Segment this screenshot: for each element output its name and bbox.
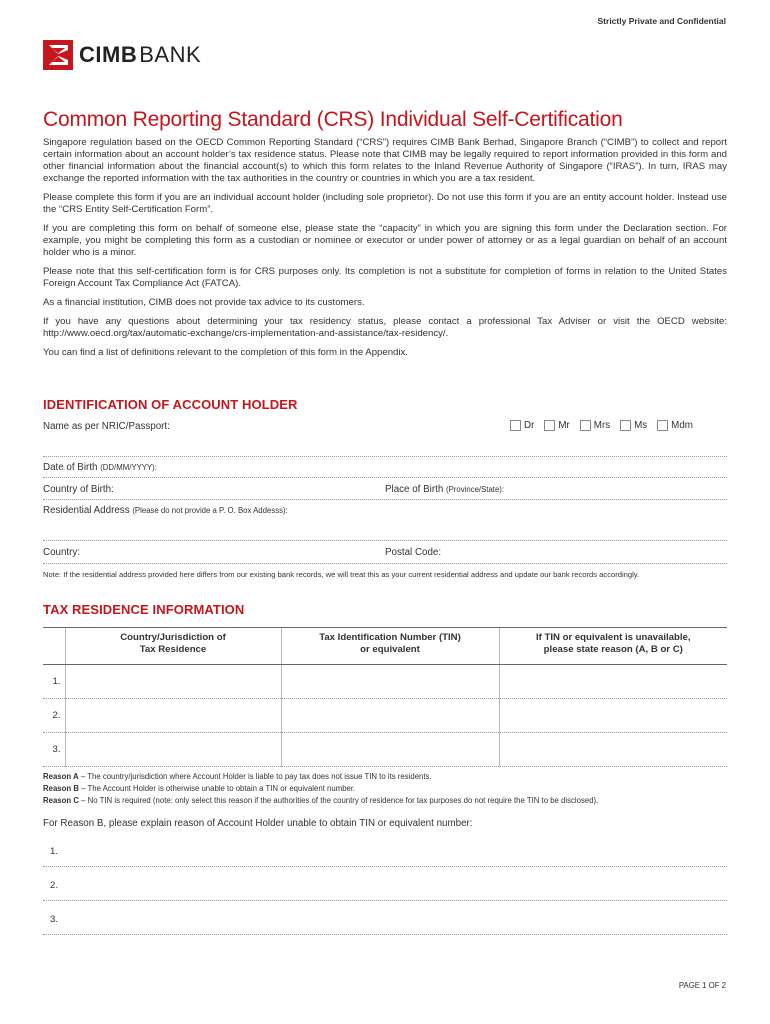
tax-residence-table: [43, 627, 727, 767]
intro-paragraph: Singapore regulation based on the OECD Common Reporting Standard (“CRS”) requires CIMB Bank Berhad, Singapore Branch (“CIMB”) to collect and report certain information about an account holder’s tax residence status. Please note that CIMB may be legally required to report information provided in this form and other financial information about the financial account(s) to which this form relates to the Inland Revenue Authority of Singapore (“IRAS”). In turn, IRAS may exchange the reported information with the tax authorities in the country or countries in which you are a tax resident.: [43, 137, 727, 184]
checkbox-ms[interactable]: [620, 420, 631, 431]
explain-field-line[interactable]: [43, 934, 727, 935]
country-label: Country:: [43, 547, 81, 558]
checkbox-dr[interactable]: [510, 420, 521, 431]
identification-heading: IDENTIFICATION OF ACCOUNT HOLDER: [43, 397, 298, 412]
cimb-logo: [43, 40, 201, 70]
salutation-mdm[interactable]: [657, 420, 693, 431]
birth-field-line[interactable]: [43, 499, 727, 500]
reason-text: – The Account Holder is otherwise unable to obtain a TIN or equivalent number.: [78, 784, 356, 793]
table-row: [43, 665, 727, 699]
tin-cell[interactable]: [281, 699, 499, 733]
intro-paragraph: Please note that this self-certification form is for CRS purposes only. Its completion is not a substitute for completion of forms in relation to the United States Foreign Account Tax Compliance Act (FATCA).: [43, 266, 727, 289]
header-line: Tax Residence: [139, 644, 207, 655]
reason-definitions: [43, 771, 598, 807]
explain-row-number: 1.: [50, 846, 59, 857]
page-number: PAGE 1 OF 2: [678, 981, 726, 990]
dob-format-hint: (DD/MM/YYYY):: [100, 463, 157, 472]
reason-column-header: [499, 628, 727, 665]
address-note: Note: If the residential address provided here differs from our existing bank records, we will treat this as your current residential address and update our bank records accordingly.: [43, 570, 640, 579]
row-number: 2.: [43, 699, 65, 733]
reason-key: Reason C: [43, 796, 79, 805]
header-line: If TIN or equivalent is unavailable,: [535, 632, 691, 643]
address-hint: (Please do not provide a P. O. Box Addesss):: [132, 506, 288, 515]
salutation-label: Dr: [524, 420, 535, 431]
salutation-label: Mr: [558, 420, 570, 431]
tin-cell[interactable]: [281, 665, 499, 699]
address-field-line[interactable]: [43, 540, 727, 541]
reason-cell[interactable]: [499, 699, 727, 733]
name-field-line[interactable]: [43, 456, 727, 457]
checkbox-mrs[interactable]: [580, 420, 591, 431]
checkbox-mdm[interactable]: [657, 420, 668, 431]
header-line: or equivalent: [360, 644, 420, 655]
tax-residence-heading: TAX RESIDENCE INFORMATION: [43, 602, 245, 617]
header-line: Country/Jurisdiction of: [120, 632, 226, 643]
country-cell[interactable]: [65, 665, 281, 699]
row-number: 1.: [43, 665, 65, 699]
country-cell[interactable]: [65, 699, 281, 733]
place-of-birth-text: Place of Birth: [385, 484, 444, 495]
intro-paragraph: You can find a list of definitions relevant to the completion of this form in the Appendix.: [43, 347, 408, 358]
reason-c: [43, 795, 598, 807]
intro-paragraph: If you have any questions about determining your tax residency status, please contact a professional Tax Adviser or visit the OECD website: http://www.oecd.org/tax/automatic-exchange/crs-implementation-and-assistance/tax-residency/.: [43, 316, 727, 339]
country-cell[interactable]: [65, 733, 281, 767]
country-column-header: [65, 628, 281, 665]
explain-field-line[interactable]: [43, 900, 727, 901]
salutation-dr[interactable]: [510, 420, 534, 431]
country-of-birth-label: Country of Birth:: [43, 484, 114, 495]
dob-label-text: Date of Birth: [43, 462, 98, 473]
header-line: please state reason (A, B or C): [543, 644, 683, 655]
dob-label: [43, 462, 157, 473]
reason-text: – No TIN is required (note: only select this reason if the authorities of the country of residence for tax purposes do not require the TIN to be disclosed).: [78, 796, 599, 805]
address-label-text: Residential Address: [43, 505, 130, 516]
reason-b: [43, 783, 598, 795]
salutation-label: Ms: [634, 420, 648, 431]
table-row: [43, 733, 727, 767]
reason-key: Reason B: [43, 784, 79, 793]
reason-key: Reason A: [43, 772, 79, 781]
header-line: Tax Identification Number (TIN): [319, 632, 461, 643]
reason-a: [43, 771, 598, 783]
salutation-label: Mrs: [593, 420, 611, 431]
table-row: [43, 699, 727, 733]
salutation-options: [510, 420, 703, 431]
row-number: 3.: [43, 733, 65, 767]
salutation-ms[interactable]: [620, 420, 647, 431]
explain-row-number: 3.: [50, 914, 59, 925]
intro-text: [43, 137, 727, 366]
brand-secondary: BANK: [139, 42, 202, 67]
row-number-header: [43, 628, 65, 665]
reason-cell[interactable]: [499, 733, 727, 767]
salutation-mrs[interactable]: [580, 420, 610, 431]
brand-primary: CIMB: [79, 42, 138, 67]
intro-paragraph: Please complete this form if you are an individual account holder (including sole proprietor). Do not use this form if you are an entity account holder. Instead use the “CRS Entity Self-Certification Form”.: [43, 192, 727, 215]
postal-code-label: Postal Code:: [385, 547, 442, 558]
page-title: Common Reporting Standard (CRS) Individual Self-Certification: [43, 108, 623, 131]
place-of-birth-label: [385, 484, 504, 495]
explain-field-line[interactable]: [43, 866, 727, 867]
reason-text: – The country/jurisdiction where Account Holder is liable to pay tax does not issue TIN to its residents.: [78, 772, 432, 781]
confidential-label: Strictly Private and Confidential: [597, 16, 726, 26]
residential-address-label: [43, 505, 288, 516]
salutation-mr[interactable]: [544, 420, 569, 431]
tin-column-header: [281, 628, 499, 665]
cimb-logo-mark-icon: [43, 40, 73, 70]
country-field-line[interactable]: [43, 563, 727, 564]
reason-b-explain-label: For Reason B, please explain reason of Account Holder unable to obtain TIN or equivalent number:: [43, 818, 473, 829]
intro-paragraph: If you are completing this form on behalf of someone else, please state the “capacity” in which you are signing this form under the Declaration section. For example, you might be completing this form as a custodian or nominee or executor or under power of attorney or as a legal guardian on behalf of an account holder who is a minor.: [43, 223, 727, 258]
explain-row-number: 2.: [50, 880, 59, 891]
place-of-birth-hint: (Province/State):: [446, 485, 505, 494]
checkbox-mr[interactable]: [544, 420, 555, 431]
intro-paragraph: As a financial institution, CIMB does not provide tax advice to its customers.: [43, 297, 365, 308]
salutation-label: Mdm: [671, 420, 693, 431]
dob-field-line[interactable]: [43, 477, 727, 478]
tin-cell[interactable]: [281, 733, 499, 767]
reason-cell[interactable]: [499, 665, 727, 699]
name-label: Name as per NRIC/Passport:: [43, 421, 170, 432]
